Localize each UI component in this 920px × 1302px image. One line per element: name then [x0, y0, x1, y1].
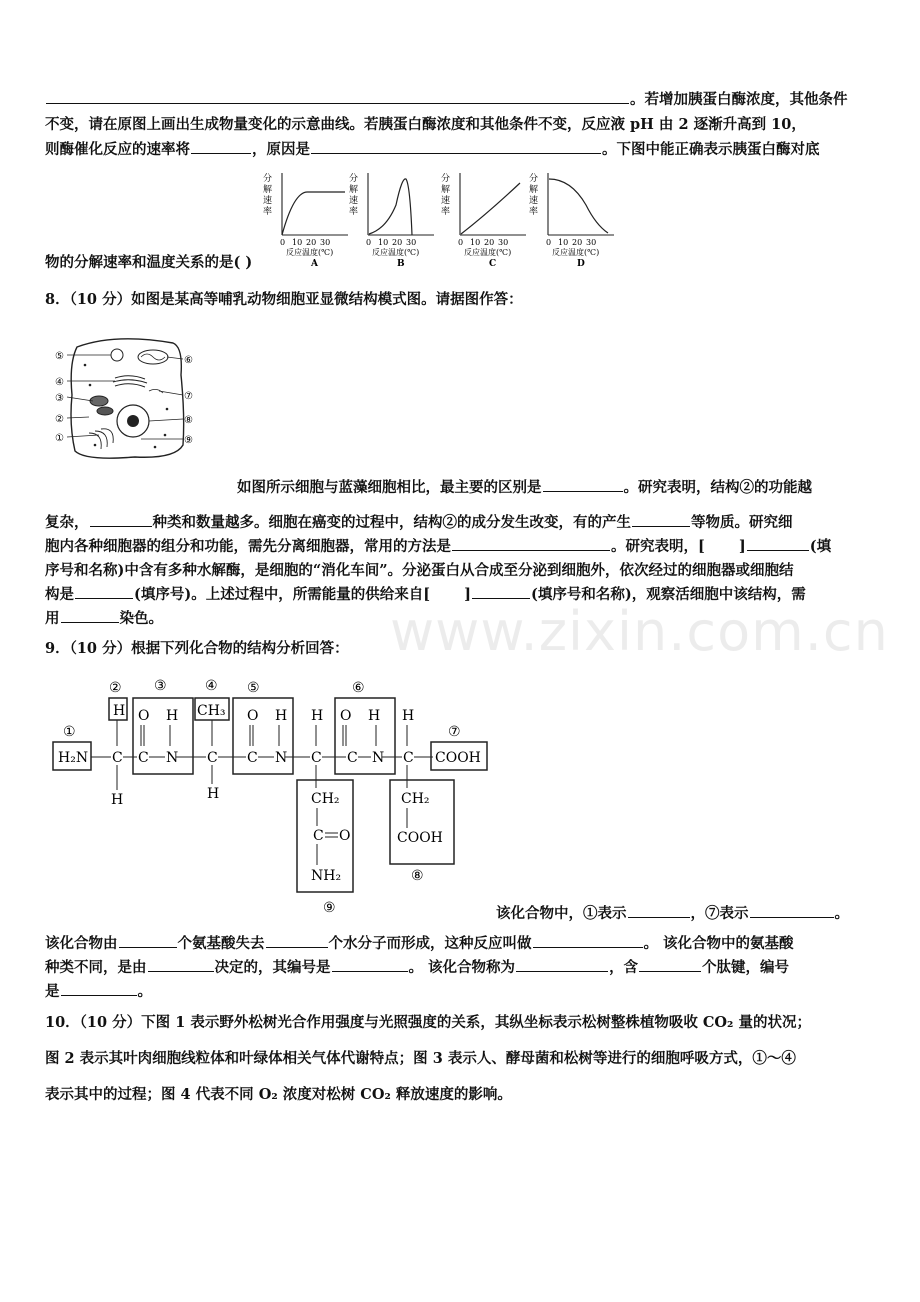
- num-9: ⑨: [323, 900, 336, 916]
- q9-line-4: 是 。: [45, 980, 880, 1004]
- svg-text:O: O: [138, 708, 150, 724]
- svg-text:H: H: [166, 708, 179, 724]
- svg-text:H₂N: H₂N: [58, 750, 89, 766]
- watermark: www.zixin.com.cn: [390, 600, 889, 663]
- svg-text:O: O: [339, 828, 351, 844]
- svg-text:C: C: [112, 750, 123, 766]
- svg-text:H: H: [111, 792, 124, 808]
- num-7: ⑦: [448, 724, 461, 740]
- svg-text:速: 速: [441, 196, 451, 206]
- svg-text:解: 解: [349, 185, 359, 195]
- svg-text:CH₂: CH₂: [401, 791, 430, 807]
- answer-blank[interactable]: [516, 956, 608, 972]
- label-8: ⑧: [184, 415, 193, 426]
- svg-text:速: 速: [529, 196, 539, 206]
- svg-text:0: 0: [366, 238, 372, 247]
- svg-text:反应温度(℃): 反应温度(℃): [464, 248, 512, 257]
- svg-text:CH₂: CH₂: [311, 791, 340, 807]
- svg-text:10: 10: [378, 238, 389, 247]
- svg-text:30: 30: [498, 238, 509, 247]
- q9-line-3: 种类不同，是由 决定的，其编号是 。 该化合物称为 ，含 个肽键，编号: [45, 956, 880, 980]
- graph-ylabel: 分: [263, 174, 273, 184]
- q10-line-2: 图 2 表示其叶肉细胞线粒体和叶绿体相关气体代谢特点；图 3 表示人、酵母菌和松树等进行的细胞呼吸方式，①～④: [45, 1050, 796, 1067]
- q7-line-1: 。若增加胰蛋白酶浓度，其他条件: [45, 88, 880, 112]
- svg-text:20: 20: [572, 238, 583, 247]
- svg-text:20: 20: [392, 238, 403, 247]
- q7-line-4: 物的分解速率和温度关系的是( ): [45, 254, 253, 271]
- label-2: ②: [55, 414, 64, 425]
- q7-line-3: 则酶催化反应的速率将 ，原因是 。下图中能正确表示胰蛋白酶对底: [45, 138, 880, 162]
- q8-line-3: 胞内各种细胞器的组分和功能，需先分离细胞器，常用的方法是 。研究表明，[ ] (填: [45, 535, 880, 559]
- endoplasmic-reticulum: [89, 429, 113, 449]
- curve-c: [461, 183, 520, 234]
- answer-blank[interactable]: [632, 511, 690, 527]
- svg-text:H: H: [402, 708, 415, 724]
- label-9: ⑨: [184, 435, 193, 446]
- svg-text:分: 分: [441, 174, 451, 184]
- svg-text:30: 30: [320, 238, 331, 247]
- svg-text:分: 分: [349, 174, 359, 184]
- svg-text:H: H: [275, 708, 288, 724]
- curve-d: [549, 179, 608, 233]
- svg-text:30: 30: [406, 238, 417, 247]
- q8-line-4: 序号和名称)中含有多种水解酶，是细胞的“消化车间”。分泌蛋白从合成至分泌到细胞外，依次经过的细胞器或细胞结: [45, 562, 794, 579]
- answer-blank[interactable]: [543, 476, 623, 492]
- svg-text:C: C: [347, 750, 358, 766]
- svg-text:解: 解: [441, 185, 451, 195]
- answer-blank[interactable]: [452, 535, 610, 551]
- q8-line-2: 复杂， 种类和数量越多。细胞在癌变的过程中，结构②的成分发生改变，有的产生 等物质。研究细: [45, 511, 880, 535]
- label-7: ⑦: [184, 391, 193, 402]
- answer-blank[interactable]: [472, 583, 530, 599]
- answer-blank[interactable]: [266, 932, 328, 948]
- answer-blank[interactable]: [46, 88, 629, 104]
- svg-text:率: 率: [529, 207, 539, 217]
- label-6: ⑥: [184, 355, 193, 366]
- num-4: ④: [205, 678, 218, 694]
- svg-text:CH₃: CH₃: [197, 703, 226, 719]
- svg-text:C: C: [489, 259, 497, 269]
- svg-text:10: 10: [558, 238, 569, 247]
- num-1: ①: [63, 724, 76, 740]
- q10-line-3: 表示其中的过程；图 4 代表不同 O₂ 浓度对松树 CO₂ 释放速度的影响。: [45, 1086, 512, 1103]
- num-6: ⑥: [352, 680, 365, 696]
- q8-line-5: 构是 (填序号)。上述过程中，所需能量的供给来自[ ] (填序号和名称)，观察活细胞中该结构，需: [45, 583, 880, 607]
- svg-text:0: 0: [280, 238, 286, 247]
- svg-text:H: H: [368, 708, 381, 724]
- svg-text:COOH: COOH: [397, 830, 443, 846]
- q9-line-1: 该化合物中，①表示 ，⑦表示 。: [496, 902, 849, 926]
- vesicle: [111, 349, 123, 361]
- svg-text:10: 10: [292, 238, 303, 247]
- curve-b: [369, 179, 412, 235]
- svg-text:率: 率: [441, 207, 451, 217]
- answer-blank[interactable]: [639, 956, 701, 972]
- q10-line-1: 10．（10 分）下图 1 表示野外松树光合作用强度与光照强度的关系，其纵坐标表示松树整株植物吸收 CO₂ 量的状况；: [45, 1014, 811, 1031]
- svg-text:速: 速: [349, 196, 359, 206]
- svg-text:10: 10: [470, 238, 481, 247]
- answer-blank[interactable]: [90, 511, 152, 527]
- svg-text:H: H: [207, 786, 220, 802]
- answer-blank[interactable]: [61, 980, 137, 996]
- answer-blank[interactable]: [148, 956, 214, 972]
- answer-blank[interactable]: [750, 902, 834, 918]
- svg-text:20: 20: [306, 238, 317, 247]
- svg-text:C: C: [138, 750, 149, 766]
- svg-text:H: H: [113, 703, 126, 719]
- answer-blank[interactable]: [533, 932, 643, 948]
- nucleolus: [127, 415, 139, 427]
- svg-text:20: 20: [484, 238, 495, 247]
- svg-text:0: 0: [458, 238, 464, 247]
- svg-text:C: C: [313, 828, 324, 844]
- svg-text:30: 30: [586, 238, 597, 247]
- svg-text:率: 率: [263, 207, 273, 217]
- svg-text:率: 率: [349, 207, 359, 217]
- answer-blank[interactable]: [628, 902, 690, 918]
- q8-line-6: 用 染色。: [45, 607, 880, 631]
- label-5: ⑤: [55, 351, 64, 362]
- svg-text:N: N: [275, 750, 288, 766]
- answer-blank[interactable]: [191, 138, 251, 154]
- answer-blank[interactable]: [747, 535, 809, 551]
- q9-line-2: 该化合物由 个氨基酸失去 个水分子而形成，这种反应叫做 。 该化合物中的氨基酸: [45, 932, 880, 956]
- num-3: ③: [154, 678, 167, 694]
- peptide-structure-diagram: [45, 670, 490, 920]
- golgi: [113, 376, 147, 387]
- svg-text:H: H: [311, 708, 324, 724]
- q8-line-1: 如图所示细胞与蓝藻细胞相比，最主要的区别是 。研究表明，结构②的功能越: [237, 476, 812, 500]
- svg-text:C: C: [207, 750, 218, 766]
- svg-text:COOH: COOH: [435, 750, 481, 766]
- svg-text:解: 解: [529, 185, 539, 195]
- svg-text:反应温度(℃): 反应温度(℃): [552, 248, 600, 257]
- svg-text:反应温度(℃): 反应温度(℃): [286, 248, 334, 257]
- label-4: ④: [55, 377, 64, 388]
- num-8: ⑧: [411, 868, 424, 884]
- q9-title: 9．（10 分）根据下列化合物的结构分析回答：: [45, 640, 349, 657]
- svg-text:速: 速: [263, 196, 273, 206]
- svg-text:解: 解: [263, 185, 273, 195]
- svg-text:C: C: [247, 750, 258, 766]
- graph-label: A: [311, 259, 318, 269]
- answer-blank[interactable]: [75, 583, 133, 599]
- svg-text:B: B: [397, 259, 405, 269]
- q8-title: 8．（10 分）如图是某高等哺乳动物细胞亚显微结构模式图。请据图作答：: [45, 291, 523, 308]
- label-1: ①: [55, 433, 64, 444]
- svg-text:N: N: [166, 750, 179, 766]
- svg-text:C: C: [403, 750, 414, 766]
- answer-blank[interactable]: [311, 138, 601, 154]
- curve-a: [282, 192, 345, 235]
- num-5: ⑤: [247, 680, 260, 696]
- svg-text:C: C: [311, 750, 322, 766]
- answer-blank[interactable]: [119, 932, 177, 948]
- cell-membrane: [71, 339, 184, 458]
- svg-text:0: 0: [546, 238, 552, 247]
- num-2: ②: [109, 680, 122, 696]
- svg-text:分: 分: [529, 174, 539, 184]
- svg-text:D: D: [577, 259, 585, 269]
- svg-text:NH₂: NH₂: [311, 868, 342, 884]
- q7-line-2: 不变，请在原图上画出生成物量变化的示意曲线。若胰蛋白酶浓度和其他条件不变，反应液 pH 由 2 逐渐升高到 10，: [45, 116, 806, 133]
- answer-blank[interactable]: [61, 607, 119, 623]
- answer-blank[interactable]: [332, 956, 408, 972]
- svg-text:O: O: [340, 708, 352, 724]
- svg-text:N: N: [372, 750, 385, 766]
- animal-cell-diagram: [55, 335, 200, 463]
- label-3: ③: [55, 393, 64, 404]
- svg-text:反应温度(℃): 反应温度(℃): [372, 248, 420, 257]
- svg-text:O: O: [247, 708, 259, 724]
